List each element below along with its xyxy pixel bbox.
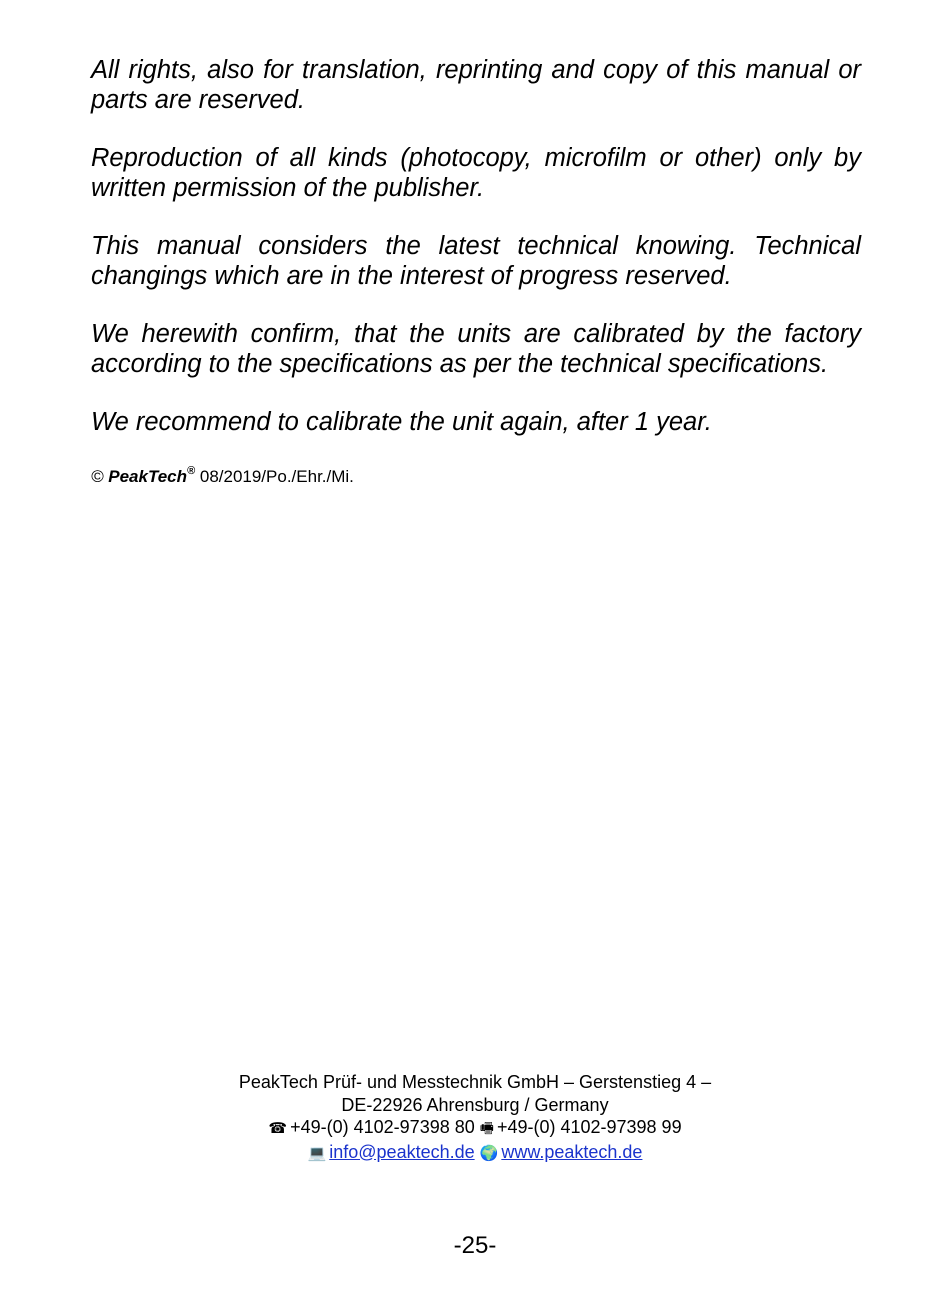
rights-paragraph: All rights, also for translation, reprinting and copy of this manual or parts are reserved. xyxy=(91,56,861,114)
email-link[interactable]: info@peaktech.de xyxy=(329,1141,475,1162)
copyright-symbol: © xyxy=(91,467,104,486)
web-line xyxy=(0,1141,950,1166)
globe-icon: 🌍 xyxy=(479,1144,499,1162)
contact-line xyxy=(0,1116,950,1141)
brand-name: PeakTech xyxy=(108,467,188,486)
calibration-confirm-paragraph: We herewith confirm, that the units are calibrated by the factory according to the specifications as per the technical specifications. xyxy=(91,320,861,378)
copyright-line xyxy=(91,461,861,487)
address-line: DE-22926 Ahrensburg / Germany xyxy=(341,1094,609,1115)
page-number: -25- xyxy=(453,1232,497,1259)
registered-mark: ® xyxy=(187,465,196,477)
computer-icon: 💻 xyxy=(307,1144,327,1162)
phone-icon: ☎ xyxy=(268,1120,288,1137)
fax-number: +49-(0) 4102-97398 99 xyxy=(496,1117,682,1137)
main-text-block xyxy=(91,55,861,487)
technical-knowing-paragraph: This manual considers the latest technical knowing. Technical changings which are in the interest of progress reserved. xyxy=(91,232,861,290)
reproduction-paragraph: Reproduction of all kinds (photocopy, microfilm or other) only by written permission of the publisher. xyxy=(91,144,861,202)
fax-icon: 🖷 xyxy=(479,1120,494,1137)
calibration-recommend-paragraph: We recommend to calibrate the unit again, after 1 year. xyxy=(91,408,712,436)
website-link[interactable]: www.peaktech.de xyxy=(501,1141,643,1162)
company-footer xyxy=(0,1071,950,1165)
document-code: 08/2019/Po./Ehr./Mi. xyxy=(199,467,354,486)
company-line: PeakTech Prüf- und Messtechnik GmbH – Gerstenstieg 4 – xyxy=(238,1072,712,1092)
phone-number: +49-(0) 4102-97398 80 xyxy=(290,1117,475,1137)
